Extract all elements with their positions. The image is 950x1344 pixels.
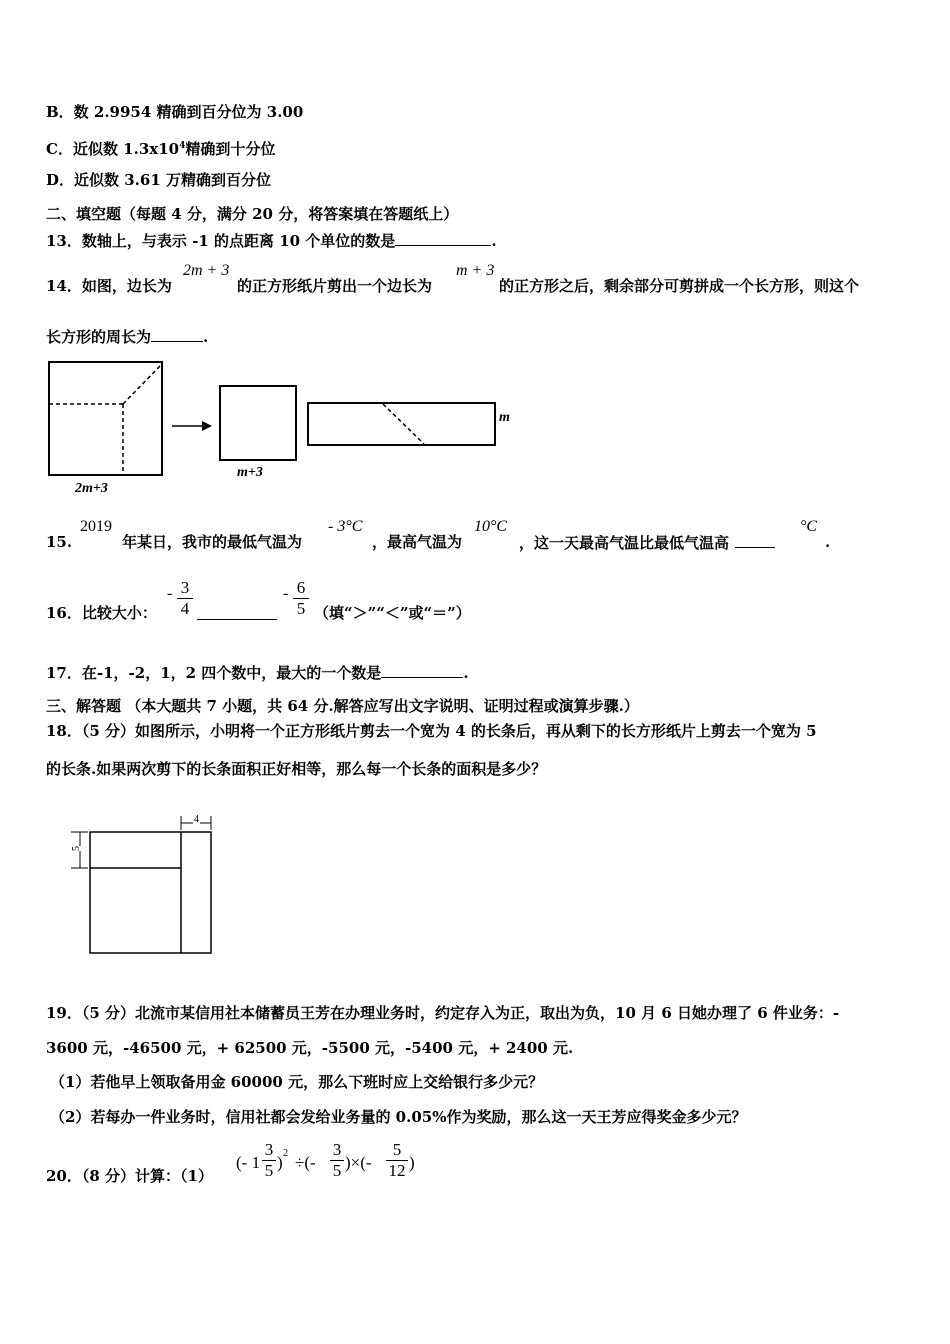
question-14-text-1: 14．如图，边长为 (46, 277, 172, 295)
question-20-label: 20．（8 分）计算：（1） (46, 1167, 213, 1185)
question-15-text-3 (519, 532, 775, 553)
fraction-t3 (386, 1140, 408, 1181)
fraction-6-5 (293, 578, 309, 619)
option-c-exponent: 4 (179, 141, 186, 151)
low-temperature: - 3°C (328, 518, 363, 535)
question-18-line-2: 的长条.如果两次剪下的长条面积正好相等，那么每一个长条的面积是多少？ (46, 760, 547, 778)
fraction-6-5-denominator: 5 (296, 599, 306, 618)
section-3-heading: 三、解答题 （本大题共 7 小题，共 64 分.解答应写出文字说明、证明过程或演算步骤.） (46, 697, 639, 715)
answer-blank-17[interactable] (381, 662, 463, 678)
label-m-plus-3: m+3 (237, 465, 263, 480)
option-d: D．近似数 3.61 万精确到百分位 (46, 171, 271, 189)
question-15-number: 15. (46, 533, 73, 551)
fraction-t3-numerator: 5 (392, 1140, 402, 1159)
fraction-3-4-numerator: 3 (180, 578, 190, 597)
large-square (49, 362, 162, 475)
final-close: ) (409, 1153, 415, 1172)
fraction-3-4-denominator: 4 (180, 599, 190, 618)
answer-blank-15[interactable] (735, 532, 775, 548)
question-15-text-3-label: ，这一天最高气温比最低气温高 (519, 534, 730, 552)
arrow-head (202, 421, 212, 431)
question-15-text-2: ，最高气温为 (372, 533, 463, 551)
question-14-text-3: 的正方形之后，剩余部分可剪拼成一个长方形，则这个 (499, 277, 860, 295)
square-paper (90, 832, 211, 953)
option-b: B．数 2.9954 精确到百分位为 3.00 (46, 103, 304, 121)
divide-operator: ÷(- (295, 1153, 316, 1172)
question-13-period: . (491, 232, 497, 250)
dim-label-5: 5 (71, 846, 82, 851)
section-2-heading: 二、填空题（每题 4 分，满分 20 分，将答案填在答题纸上） (46, 205, 459, 223)
question-16-label: 16．比较大小： (46, 604, 157, 622)
figure-14 (40, 356, 520, 506)
question-16-hint: （填“＞”“＜”或“＝”） (314, 604, 471, 622)
dim-label-4: 4 (194, 814, 199, 825)
question-17-period: . (463, 664, 469, 682)
question-19-line-2: 3600 元，-46500 元，+ 62500 元，-5500 元，-5400 元，+ 2400 元. (46, 1039, 574, 1057)
question-19-line-1: 19．（5 分）北流市某信用社本储蓄员王芳在办理业务时，约定存入为正，取出为负，10 月 6 日她办理了 6 件业务：- (46, 1004, 840, 1022)
question-14-line-2-text: 长方形的周长为 (46, 328, 152, 346)
term-1-close: ) (277, 1153, 283, 1172)
high-temperature: 10°C (474, 518, 508, 535)
negative-sign-1: - (167, 585, 173, 602)
question-14-line-2 (46, 326, 208, 347)
fraction-t1 (262, 1140, 276, 1181)
question-19-sub-2: （2）若每办一件业务时，信用社都会发给业务量的 0.05%作为奖励，那么这一天王芳应得奖金多少元？ (50, 1108, 747, 1126)
small-square (220, 386, 296, 460)
answer-blank-13[interactable] (395, 230, 491, 246)
question-14-text-2: 的正方形纸片剪出一个边长为 (237, 277, 433, 295)
negative-sign-2: - (283, 585, 289, 602)
dashed-cut-rectangle (383, 404, 424, 444)
expr-2m-plus-3: 2m + 3 (183, 262, 230, 279)
question-15-period: . (825, 533, 831, 551)
times-operator: )×(- (345, 1153, 372, 1172)
question-14-period: . (203, 328, 209, 346)
question-19-sub-1: （1）若他早上领取备用金 60000 元，那么下班时应上交给银行多少元？ (50, 1073, 544, 1091)
question-13-text: 13．数轴上，与表示 -1 的点距离 10 个单位的数是 (46, 232, 396, 250)
square-exponent: 2 (283, 1148, 288, 1159)
term-1-open: (- 1 (236, 1153, 261, 1172)
fraction-t2-numerator: 3 (332, 1140, 342, 1159)
figure-18 (66, 812, 246, 972)
expr-m-plus-3: m + 3 (456, 262, 495, 279)
question-17-text: 17．在-1，-2，1，2 四个数中，最大的一个数是 (46, 664, 382, 682)
option-c-text: C．近似数 1.3x10 (46, 140, 180, 158)
question-13 (46, 230, 497, 251)
answer-blank-14[interactable] (151, 326, 203, 342)
question-17 (46, 662, 469, 683)
year-2019: 2019 (80, 518, 112, 535)
fraction-t1-denominator: 5 (264, 1161, 274, 1180)
dashed-cut-diagonal (123, 364, 162, 404)
answer-blank-16[interactable] (197, 604, 277, 620)
fraction-6-5-numerator: 6 (296, 578, 306, 597)
long-rectangle (308, 403, 495, 445)
question-18-line-1: 18．（5 分）如图所示，小明将一个正方形纸片剪去一个宽为 4 的长条后，再从剩下的长方形纸片上剪去一个宽为 5 (46, 722, 817, 740)
unit-celsius: °C (800, 518, 818, 535)
option-c-suffix: 精确到十分位 (185, 140, 276, 158)
fraction-t3-denominator: 12 (388, 1161, 406, 1180)
label-m: m (499, 410, 510, 425)
fraction-t1-numerator: 3 (264, 1140, 274, 1159)
option-c (46, 136, 275, 159)
fraction-3-4 (177, 578, 193, 619)
label-2m-plus-3: 2m+3 (75, 481, 108, 496)
fraction-t2-denominator: 5 (332, 1161, 342, 1180)
fraction-t2 (330, 1140, 344, 1181)
question-15-text-1: 年某日，我市的最低气温为 (122, 533, 303, 551)
